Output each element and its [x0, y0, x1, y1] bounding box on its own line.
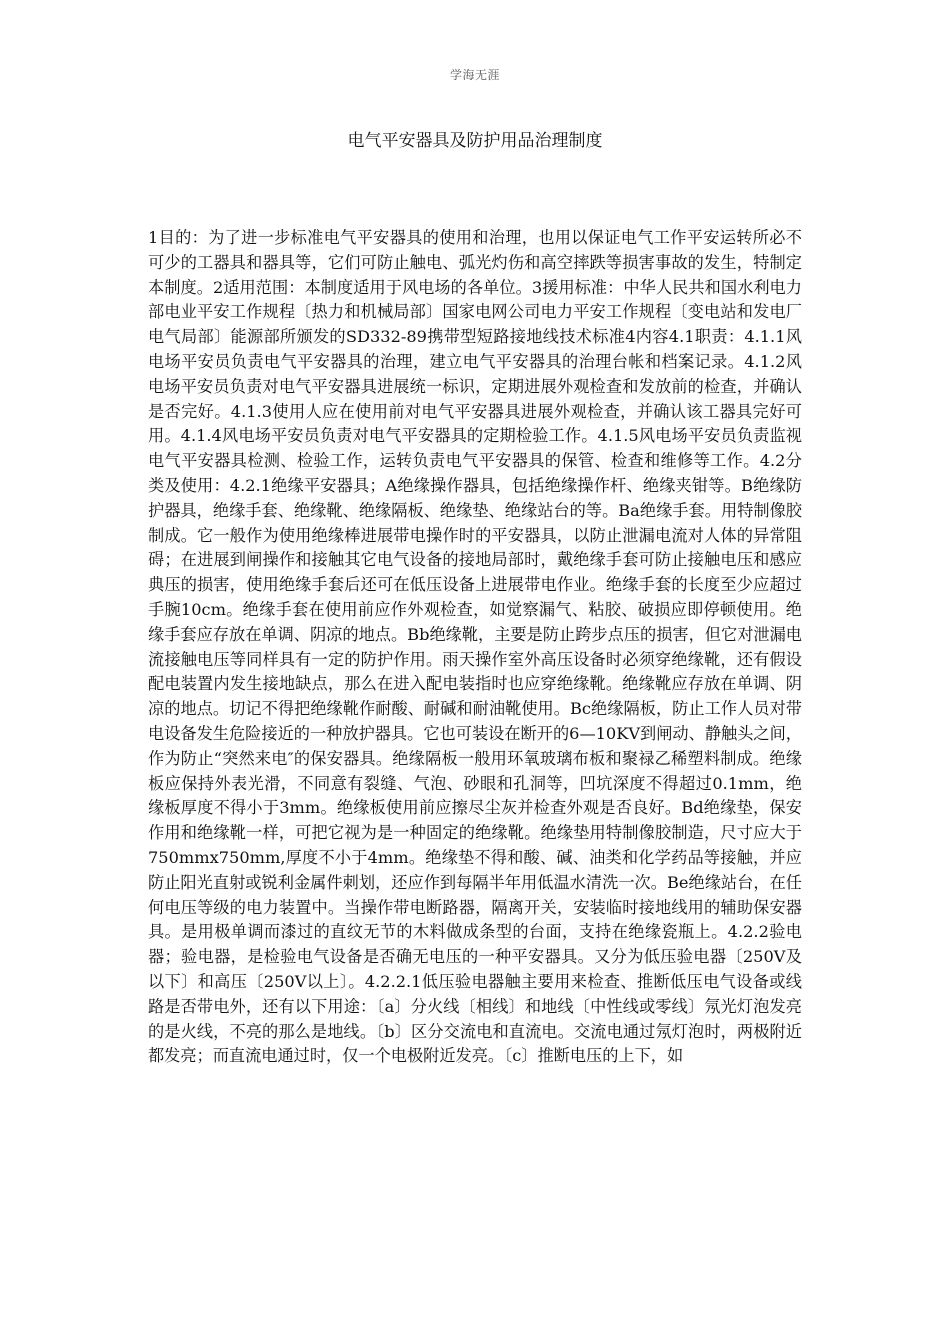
document-title: 电气平安器具及防护用品治理制度 — [347, 131, 603, 151]
page-header: 学海无涯 — [449, 68, 500, 82]
document-body-paragraph: 1目的：为了进一步标准电气平安器具的使用和治理，也用以保证电气工作平安运转所必不可少的工器具和器具等，它们可防止触电、弧光灼伤和高空摔跌等损害事故的发生，特制定本制度。2适用范围：本制度适用于风电场的各单位。3援用标准：中华人民共和国水利电力部电业平安工作规程〔热力和机械局部〕国家电网公司电力平安工作规程〔变电站和发电厂电气局部〕能源部所颁发的SD332-89携带型短路接地线技术标准4内容4.1职责：4.1.1风电场平安员负责电气平安器具的治理，建立电气平安器具的治理台帐和档案记录。4.1.2风电场平安员负责对电气平安器具进展统一标识，定期进展外观检查和发放前的检查，并确认是否完好。4.1.3使用人应在使用前对电气平安器具进展外观检查，并确认该工器具完好可用。4.1.4风电场平安员负责对电气平安器具的定期检验工作。4.1.5风电场平安员负责监视电气平安器具检测、检验工作，运转负责电气平安器具的保管、检查和维修等工作。4.2分类及使用：4.2.1绝缘平安器具；A绝缘操作器具，包括绝缘操作杆、绝缘夹钳等。B绝缘防护器具，绝缘手套、绝缘靴、绝缘隔板、绝缘垫、绝缘站台的等。Ba绝缘手套。用特制像胶制成。它一般作为使用绝缘棒进展带电操作时的平安器具，以防止泄漏电流对人体的异常阻碍；在进展到闸操作和接触其它电气设备的接地局部时，戴绝缘手套可防止接触电压和感应典压的损害，使用绝缘手套后还可在低压设备上进展带电作业。绝缘手套的长度至少应超过手腕10cm。绝缘手套在使用前应作外观检查，如觉察漏气、粘胶、破损应即停顿使用。绝缘手套应存放在单调、阴凉的地点。Bb绝缘靴，主要是防止跨步点压的损害，但它对泄漏电流接触电压等同样具有一定的防护作用。雨天操作室外高压设备时必须穿绝缘靴，还有假设配电装置内发生接地缺点，那么在进入配电装指时也应穿绝缘靴。绝缘靴应存放在单调、阴凉的地点。切记不得把绝缘靴作耐酸、耐碱和耐油靴使用。Bc绝缘隔板，防止工作人员对带电设备发生危险接近的一种放护器具。它也可装设在断开的6—10KV到闸动、静触头之间，作为防止“突然来电″的保安器具。绝缘隔板一般用环氧玻璃布板和聚禄乙稀塑料制成。绝缘板应保持外表光滑，不同意有裂缝、气泡、砂眼和孔洞等，凹坑深度不得超过0.1mm，绝缘板厚度不得小于3mm。绝缘板使用前应擦尽尘灰并检查外观是否良好。Bd绝缘垫，保安作用和绝缘靴一样，可把它视为是一种固定的绝缘靴。绝缘垫用特制像胶制造，尺寸应大于750mmx750mm,厚度不小于4mm。绝缘垫不得和酸、碱、油类和化学药品等接触，并应防止阳光直射或锐利金属件刺划，还应作到每隔半年用低温水清洗一次。Be绝缘站台，在任何电压等级的电力装置中。当操作带电断路器，隔离开关，安装临时接地线用的辅助保安器具。是用极单调而漆过的直纹无节的木料做成条型的台面，支持在绝缘瓷瓶上。4.2.2验电器；验电器，是检验电气设备是否确无电压的一种平安器具。又分为低压验电器〔250V及以下〕和高压〔250V以上〕。4.2.2.1低压验电器触主要用来检查、推断低压电气设备或线路是否带电外，还有以下用途：〔a〕分火线〔相线〕和地线〔中性线或零线〕氖光灯泡发亮的是火线，不亮的那么是地线。〔b〕区分交流电和直流电。交流电通过氖灯泡时，两极附近都发亮；而直流电通过时，仅一个电极附近发亮。〔c〕推断电压的上下，如 — [148, 228, 802, 1066]
